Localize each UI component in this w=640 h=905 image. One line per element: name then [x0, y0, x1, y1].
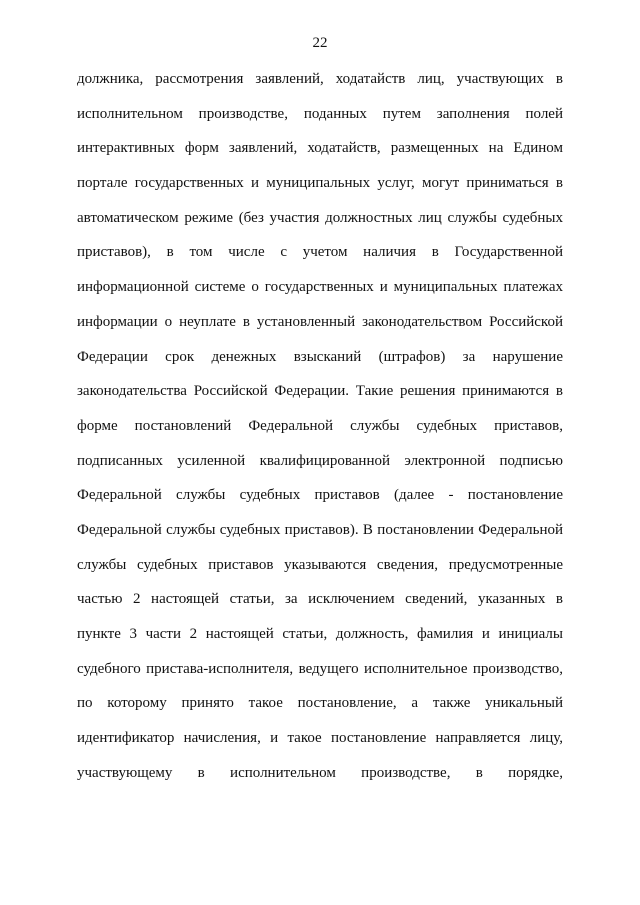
text-line: Федерации срок денежных взысканий (штрафов) за нарушение: [77, 348, 563, 365]
text-line: подписанных усиленной квалифицированной электронной подписью: [77, 452, 563, 469]
text-line: портале государственных и муниципальных услуг, могут приниматься в: [77, 175, 563, 192]
text-line: пункте 3 части 2 настоящей статьи, должность, фамилия и инициалы: [77, 626, 563, 642]
text-line: информационной системе о государственных и муниципальных платежах: [77, 279, 563, 296]
text-line: информации о неуплате в установленный законодательством Российской: [77, 313, 563, 330]
text-line: законодательства Российской Федерации. Такие решения принимаются в: [77, 383, 563, 400]
text-line: Федеральной службы судебных приставов (далее - постановление: [77, 487, 563, 504]
text-line: приставов), в том числе с учетом наличия в Государственной: [77, 244, 563, 261]
page-number: 22: [312, 35, 328, 51]
text-line: идентификатор начисления, и такое постановление направляется лицу,: [77, 730, 563, 747]
text-line: интерактивных форм заявлений, ходатайств, размещенных на Едином: [77, 140, 563, 157]
text-line: Федеральной службы судебных приставов). В постановлении Федеральной: [77, 521, 563, 538]
text-line: участвующему в исполнительном производстве, в порядке,: [77, 764, 563, 781]
text-line: форме постановлений Федеральной службы судебных приставов,: [77, 417, 563, 434]
text-line: судебного пристава-исполнителя, ведущего исполнительное производство,: [77, 660, 563, 677]
text-line: должника, рассмотрения заявлений, ходатайств лиц, участвующих в: [77, 71, 563, 87]
text-line: по которому принято такое постановление, а также уникальный: [77, 695, 563, 712]
text-line: автоматическом режиме (без участия должностных лиц службы судебных: [77, 209, 563, 226]
text-line: службы судебных приставов указываются сведения, предусмотренные: [77, 556, 563, 573]
body-text: [77, 68, 563, 796]
text-line: исполнительном производстве, поданных путем заполнения полей: [77, 105, 563, 122]
text-line: частью 2 настоящей статьи, за исключением сведений, указанных в: [77, 591, 563, 608]
